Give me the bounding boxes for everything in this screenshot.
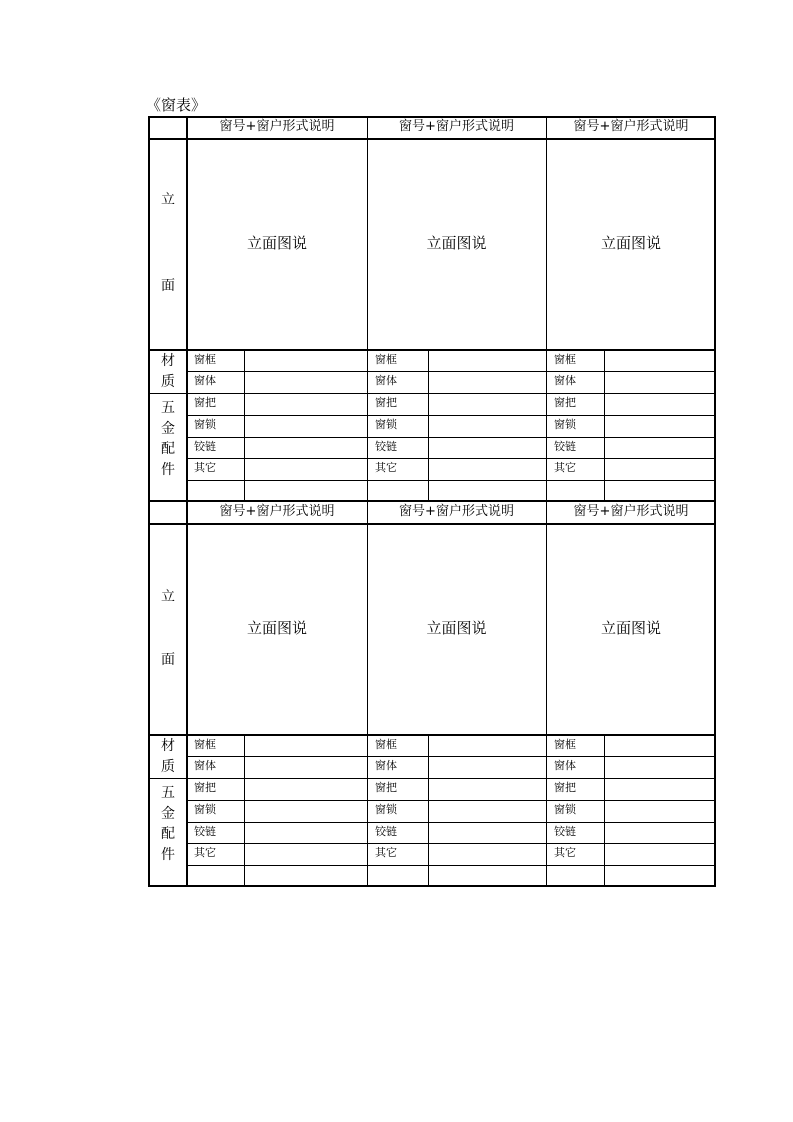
row-label: 窗体	[554, 759, 576, 772]
row-label: 窗把	[554, 396, 576, 409]
material-hardware-divider	[148, 778, 716, 779]
row-label: 其它	[554, 846, 576, 859]
side-label-hardware: 配	[161, 826, 175, 842]
column-header: 窗号+窗户形式说明	[573, 504, 689, 519]
column-header: 窗号+窗户形式说明	[219, 504, 335, 519]
elevation-placeholder: 立面图说	[426, 618, 487, 637]
elevation-divider	[148, 734, 716, 736]
elevation-placeholder: 立面图说	[246, 233, 307, 252]
column-header: 窗号+窗户形式说明	[219, 119, 335, 134]
row-label: 窗把	[375, 396, 397, 409]
row-label: 窗框	[375, 353, 397, 366]
elevation-placeholder: 立面图说	[426, 233, 487, 252]
label-value-divider	[244, 350, 245, 501]
row-divider	[187, 437, 716, 438]
row-label: 窗锁	[375, 418, 397, 431]
side-label-hardware: 五	[161, 785, 175, 801]
row-label: 其它	[194, 846, 216, 859]
side-label-hardware: 配	[161, 441, 175, 457]
row-label: 铰链	[375, 440, 397, 453]
side-label-material: 材	[161, 353, 175, 369]
column-divider	[546, 116, 547, 501]
row-label: 窗把	[194, 396, 216, 409]
label-value-divider	[428, 350, 429, 501]
row-label: 其它	[375, 846, 397, 859]
row-label: 铰链	[554, 825, 576, 838]
side-label-elevation: 立	[161, 589, 175, 605]
block-divider	[148, 500, 716, 502]
side-label-hardware: 金	[161, 805, 175, 822]
column-divider	[367, 116, 368, 501]
elevation-placeholder: 立面图说	[600, 618, 661, 637]
row-divider	[187, 865, 716, 866]
row-divider	[187, 480, 716, 481]
material-hardware-divider	[148, 393, 716, 394]
header-divider	[148, 523, 716, 525]
row-label: 窗框	[194, 353, 216, 366]
row-label: 窗框	[194, 738, 216, 751]
side-label-elevation: 面	[161, 652, 175, 668]
column-divider	[367, 501, 368, 887]
row-divider	[187, 371, 716, 372]
row-label: 窗框	[554, 738, 576, 751]
row-label: 窗把	[375, 781, 397, 794]
row-divider	[187, 800, 716, 801]
row-divider	[187, 843, 716, 844]
row-label: 其它	[375, 461, 397, 474]
document-title: 《窗表》	[146, 96, 207, 114]
row-label: 窗把	[554, 781, 576, 794]
row-label: 铰链	[375, 825, 397, 838]
row-label: 窗体	[194, 374, 216, 387]
row-label: 窗体	[194, 759, 216, 772]
row-label: 其它	[554, 461, 576, 474]
row-label: 铰链	[554, 440, 576, 453]
column-header: 窗号+窗户形式说明	[573, 119, 689, 134]
side-label-elevation: 面	[161, 278, 175, 294]
row-label: 窗把	[194, 781, 216, 794]
row-divider	[187, 756, 716, 757]
row-label: 窗框	[554, 353, 576, 366]
column-header: 窗号+窗户形式说明	[399, 504, 514, 519]
row-label: 窗锁	[554, 803, 576, 816]
row-label: 窗锁	[554, 418, 576, 431]
row-divider	[187, 415, 716, 416]
column-divider	[546, 501, 547, 887]
row-label: 窗锁	[194, 418, 216, 431]
row-divider	[187, 822, 716, 823]
row-label: 其它	[194, 461, 216, 474]
side-label-elevation: 立	[161, 192, 175, 208]
label-value-divider	[604, 350, 605, 501]
row-label: 窗体	[375, 374, 397, 387]
row-label: 窗体	[375, 759, 397, 772]
elevation-placeholder: 立面图说	[246, 618, 307, 637]
row-label: 窗体	[554, 374, 576, 387]
column-header: 窗号+窗户形式说明	[399, 119, 514, 134]
side-label-hardware: 五	[161, 400, 175, 416]
row-label: 窗锁	[375, 803, 397, 816]
row-divider	[187, 458, 716, 459]
row-label: 铰链	[194, 440, 216, 453]
side-label-hardware: 金	[161, 420, 175, 437]
row-label: 铰链	[194, 825, 216, 838]
elevation-divider	[148, 349, 716, 351]
elevation-placeholder: 立面图说	[600, 233, 661, 252]
side-label-hardware: 件	[161, 461, 175, 478]
side-label-material: 质	[161, 759, 175, 775]
header-divider	[148, 138, 716, 140]
row-label: 窗框	[375, 738, 397, 751]
side-label-material: 质	[161, 374, 175, 390]
row-label: 窗锁	[194, 803, 216, 816]
side-label-hardware: 件	[161, 846, 175, 863]
side-label-material: 材	[161, 738, 175, 754]
